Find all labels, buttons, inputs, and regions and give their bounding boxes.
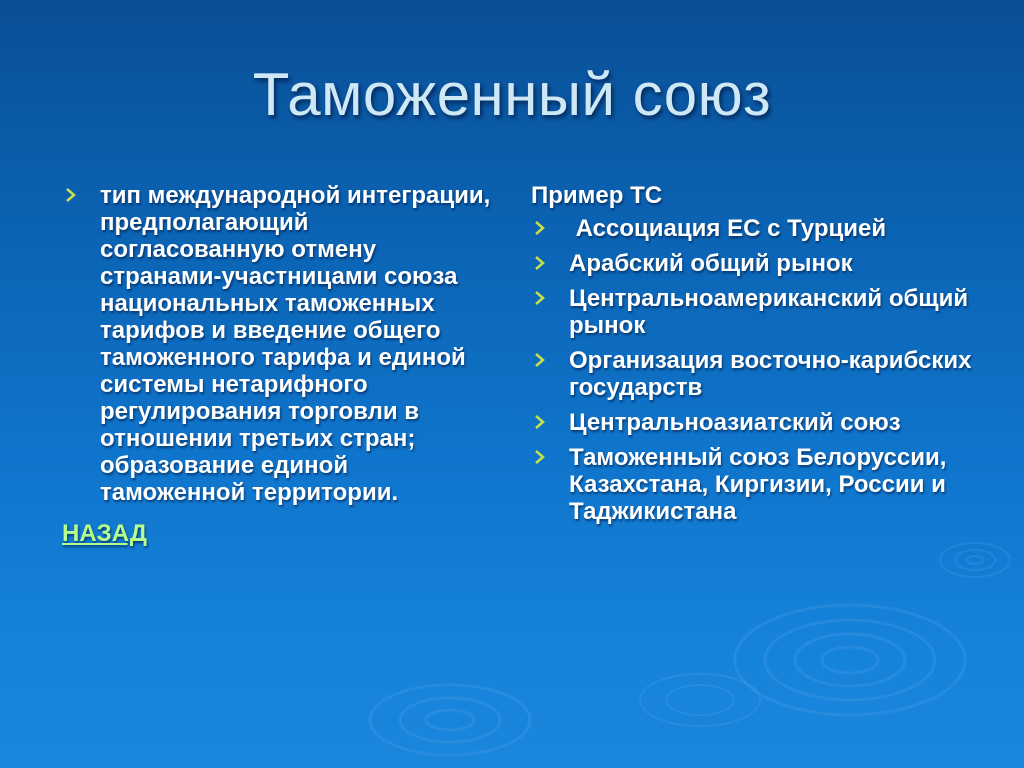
examples-column	[531, 182, 1001, 533]
arrow-bullet-icon	[533, 286, 547, 310]
back-link[interactable]: НАЗАД	[62, 520, 148, 547]
example-text: Ассоциация ЕС с Турцией	[569, 215, 887, 242]
example-text: Центральноамериканский общий рынок	[569, 285, 969, 339]
arrow-bullet-icon	[533, 251, 547, 275]
example-text: Организация восточно-карибских государств	[569, 347, 972, 401]
definition-text: тип международной интеграции, предполагающий согласованную отмену странами-участницами союза национальных таможенных тарифов и введение общего таможенного тарифа и единой системы нетарифного регулирования торговли в отношении третьих стран; образование единой таможенной территории.	[100, 182, 491, 506]
slide-title: Таможенный союз	[252, 61, 772, 128]
example-item	[531, 250, 1001, 277]
arrow-bullet-icon	[64, 183, 78, 207]
example-item	[531, 215, 1001, 242]
example-text: Арабский общий рынок	[569, 250, 853, 277]
arrow-bullet-icon	[533, 410, 547, 434]
example-item	[531, 285, 1001, 339]
arrow-bullet-icon	[533, 445, 547, 469]
arrow-bullet-icon	[533, 216, 547, 240]
example-text: Центральноазиатский союз	[569, 409, 901, 436]
example-text: Таможенный союз Белоруссии, Казахстана, Киргизии, России и Таджикистана	[569, 444, 947, 525]
example-item	[531, 409, 1001, 436]
arrow-bullet-icon	[533, 348, 547, 372]
example-item	[531, 347, 1001, 401]
example-item	[531, 444, 1001, 525]
definition-column	[62, 182, 492, 547]
definition-item	[62, 182, 492, 506]
examples-heading: Пример ТС	[531, 182, 663, 209]
